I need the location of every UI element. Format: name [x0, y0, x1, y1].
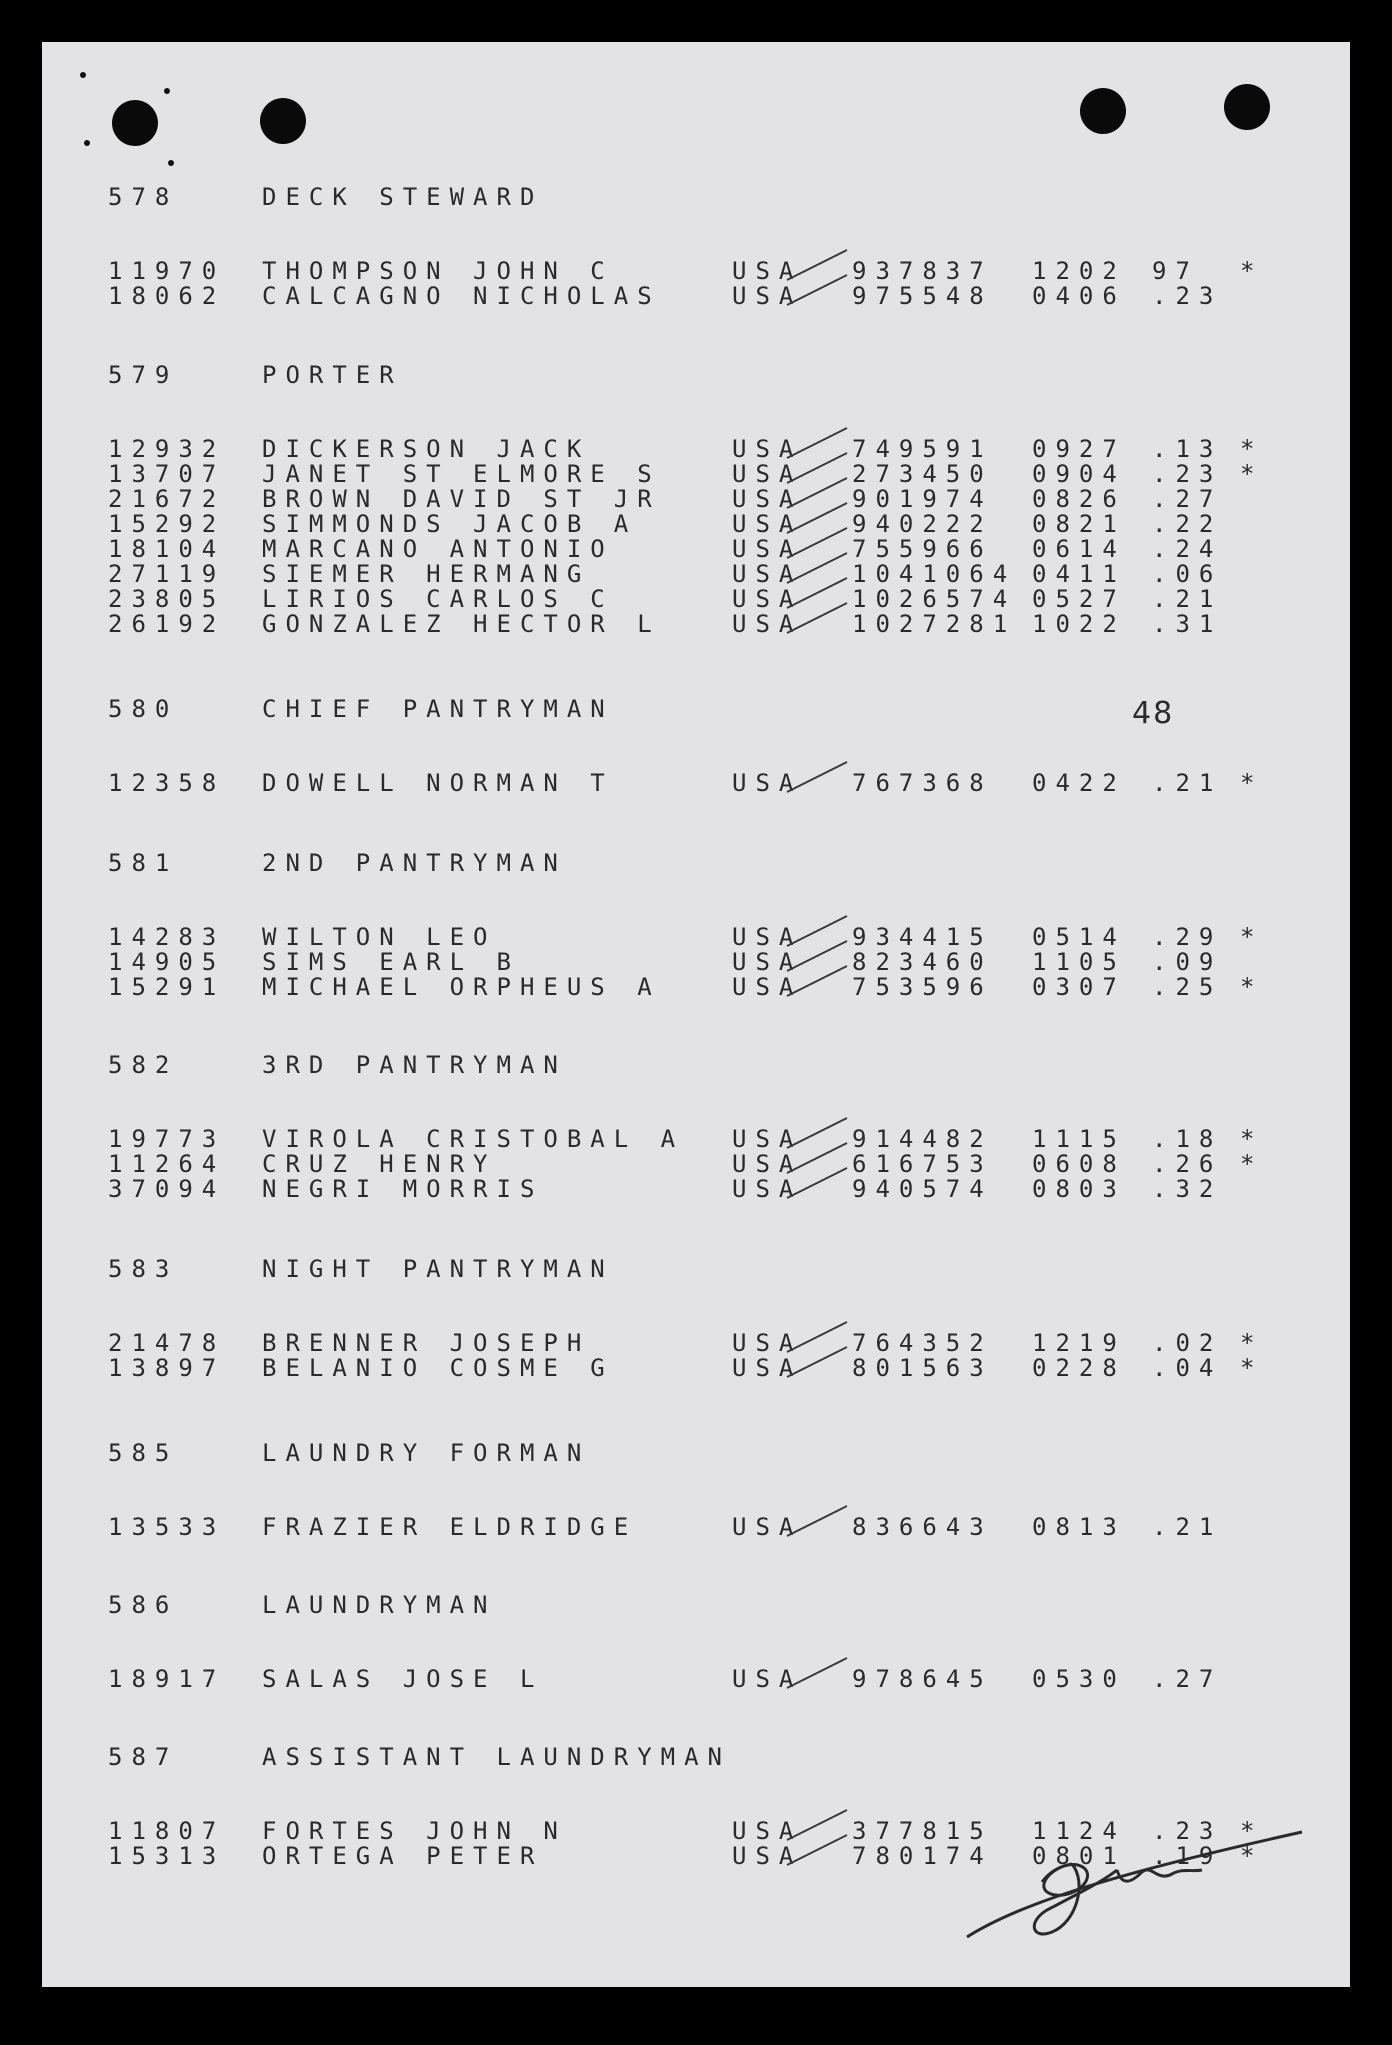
crew-id: 37094	[108, 1175, 226, 1203]
citizenship: USA	[732, 585, 803, 613]
date-code: 0608	[1032, 1150, 1126, 1178]
crew-name: BELANIO COSME G	[262, 1354, 614, 1382]
section-title: 3RD PANTRYMAN	[262, 1051, 567, 1079]
date-code: 0527	[1032, 585, 1126, 613]
citizenship: USA	[732, 510, 803, 538]
crew-name: JANET ST ELMORE S	[262, 460, 661, 488]
date-code: 0821	[1032, 510, 1126, 538]
date-code: 0411	[1032, 560, 1126, 588]
crew-name: MARCANO ANTONIO	[262, 535, 614, 563]
rate-code: .02	[1152, 1329, 1223, 1357]
crew-name: CALCAGNO NICHOLAS	[262, 282, 661, 310]
crew-name: VIROLA CRISTOBAL A	[262, 1125, 685, 1153]
citizenship: USA	[732, 610, 803, 638]
citizenship: USA	[732, 1329, 803, 1357]
check-mark	[787, 762, 847, 792]
citizenship: USA	[732, 282, 803, 310]
crew-name: WILTON LEO	[262, 923, 497, 951]
section-code: 580	[108, 695, 179, 723]
crew-id: 21672	[108, 485, 226, 513]
check-mark	[787, 1168, 847, 1198]
check-mark	[787, 478, 847, 508]
crew-name: CRUZ HENRY	[262, 1150, 497, 1178]
asterisk-mark: *	[1240, 973, 1264, 1001]
crew-name: NEGRI MORRIS	[262, 1175, 544, 1203]
check-mark	[787, 578, 847, 608]
document-number: 934415	[852, 923, 993, 951]
crew-name: SIMMONDS JACOB A	[262, 510, 638, 538]
check-mark	[787, 1143, 847, 1173]
citizenship: USA	[732, 1125, 803, 1153]
section-code: 581	[108, 849, 179, 877]
citizenship: USA	[732, 948, 803, 976]
section-code: 586	[108, 1591, 179, 1619]
document-number: 978645	[852, 1665, 993, 1693]
crew-name: BRENNER JOSEPH	[262, 1329, 591, 1357]
section-title: CHIEF PANTRYMAN	[262, 695, 614, 723]
check-mark	[787, 503, 847, 533]
section-title: PORTER	[262, 361, 403, 389]
crew-id: 13707	[108, 460, 226, 488]
check-mark	[787, 250, 847, 280]
rate-code: .26	[1152, 1150, 1223, 1178]
document-number: 273450	[852, 460, 993, 488]
document-number: 975548	[852, 282, 993, 310]
date-code: 0927	[1032, 435, 1126, 463]
check-mark	[787, 1118, 847, 1148]
citizenship: USA	[732, 1513, 803, 1541]
rate-code: .25	[1152, 973, 1223, 1001]
asterisk-mark: *	[1240, 1817, 1264, 1845]
date-code: 0614	[1032, 535, 1126, 563]
check-mark	[787, 1347, 847, 1377]
crew-id: 21478	[108, 1329, 226, 1357]
check-mark	[787, 916, 847, 946]
rate-code: .18	[1152, 1125, 1223, 1153]
section-code: 583	[108, 1255, 179, 1283]
rate-code: .21	[1152, 769, 1223, 797]
crew-id: 23805	[108, 585, 226, 613]
date-code: 0514	[1032, 923, 1126, 951]
date-code: 0530	[1032, 1665, 1126, 1693]
crew-id: 11807	[108, 1817, 226, 1845]
document-number: 937837	[852, 257, 993, 285]
rate-code: .23	[1152, 460, 1223, 488]
crew-id: 14905	[108, 948, 226, 976]
check-mark	[787, 1835, 847, 1865]
document-number: 901974	[852, 485, 993, 513]
rate-code: .04	[1152, 1354, 1223, 1382]
document-number: 764352	[852, 1329, 993, 1357]
rate-code: .06	[1152, 560, 1223, 588]
check-mark	[787, 1658, 847, 1688]
asterisk-mark: *	[1240, 1150, 1264, 1178]
crew-id: 26192	[108, 610, 226, 638]
document-number: 1026574	[852, 585, 1017, 613]
citizenship: USA	[732, 535, 803, 563]
check-mark	[787, 966, 847, 996]
document-number: 801563	[852, 1354, 993, 1382]
crew-name: DOWELL NORMAN T	[262, 769, 614, 797]
crew-id: 12358	[108, 769, 226, 797]
crew-id: 15291	[108, 973, 226, 1001]
crew-id: 15292	[108, 510, 226, 538]
crew-id: 11264	[108, 1150, 226, 1178]
crew-id: 18917	[108, 1665, 226, 1693]
crew-name: SALAS JOSE L	[262, 1665, 544, 1693]
check-mark	[787, 941, 847, 971]
asterisk-mark: *	[1240, 460, 1264, 488]
document-number: 780174	[852, 1842, 993, 1870]
date-code: 0406	[1032, 282, 1126, 310]
check-mark	[787, 528, 847, 558]
asterisk-mark: *	[1240, 923, 1264, 951]
date-code: 0904	[1032, 460, 1126, 488]
asterisk-mark: *	[1240, 1354, 1264, 1382]
check-mark	[787, 1810, 847, 1840]
rate-code: .31	[1152, 610, 1223, 638]
citizenship: USA	[732, 485, 803, 513]
date-code: 1022	[1032, 610, 1126, 638]
citizenship: USA	[732, 769, 803, 797]
document-number: 377815	[852, 1817, 993, 1845]
check-mark	[787, 453, 847, 483]
document-number: 940574	[852, 1175, 993, 1203]
document-number: 753596	[852, 973, 993, 1001]
section-title: DECK STEWARD	[262, 183, 544, 211]
crew-id: 15313	[108, 1842, 226, 1870]
crew-name: DICKERSON JACK	[262, 435, 591, 463]
rate-code: .24	[1152, 535, 1223, 563]
document-number: 836643	[852, 1513, 993, 1541]
asterisk-mark: *	[1240, 257, 1264, 285]
crew-id: 12932	[108, 435, 226, 463]
crew-name: SIEMER HERMANG	[262, 560, 591, 588]
document-number: 1041064	[852, 560, 1017, 588]
check-mark	[787, 275, 847, 305]
crew-name: SIMS EARL B	[262, 948, 520, 976]
crew-name: FRAZIER ELDRIDGE	[262, 1513, 638, 1541]
crew-name: MICHAEL ORPHEUS A	[262, 973, 661, 1001]
crew-id: 13897	[108, 1354, 226, 1382]
section-title: LAUNDRYMAN	[262, 1591, 497, 1619]
crew-id: 14283	[108, 923, 226, 951]
citizenship: USA	[732, 923, 803, 951]
citizenship: USA	[732, 1354, 803, 1382]
date-code: 0826	[1032, 485, 1126, 513]
rate-code: .23	[1152, 282, 1223, 310]
document-number: 940222	[852, 510, 993, 538]
section-title: 2ND PANTRYMAN	[262, 849, 567, 877]
citizenship: USA	[732, 1665, 803, 1693]
citizenship: USA	[732, 1175, 803, 1203]
section-code: 579	[108, 361, 179, 389]
crew-id: 18062	[108, 282, 226, 310]
check-mark	[787, 1506, 847, 1536]
page-number: 48	[1132, 696, 1175, 731]
date-code: 1202	[1032, 257, 1126, 285]
section-title: NIGHT PANTRYMAN	[262, 1255, 614, 1283]
section-title: ASSISTANT LAUNDRYMAN	[262, 1743, 731, 1771]
rate-code: .13	[1152, 435, 1223, 463]
date-code: 0813	[1032, 1513, 1126, 1541]
crew-name: LIRIOS CARLOS C	[262, 585, 614, 613]
date-code: 0803	[1032, 1175, 1126, 1203]
document-page	[42, 42, 1350, 1987]
section-code: 585	[108, 1439, 179, 1467]
citizenship: USA	[732, 1842, 803, 1870]
date-code: 1115	[1032, 1125, 1126, 1153]
citizenship: USA	[732, 1150, 803, 1178]
citizenship: USA	[732, 257, 803, 285]
section-code: 582	[108, 1051, 179, 1079]
citizenship: USA	[732, 973, 803, 1001]
date-code: 0801	[1032, 1842, 1126, 1870]
check-mark	[787, 603, 847, 633]
document-number: 616753	[852, 1150, 993, 1178]
crew-name: GONZALEZ HECTOR L	[262, 610, 661, 638]
date-code: 1219	[1032, 1329, 1126, 1357]
section-title: LAUNDRY FORMAN	[262, 1439, 591, 1467]
rate-code: .21	[1152, 1513, 1223, 1541]
crew-name: THOMPSON JOHN C	[262, 257, 614, 285]
check-marks	[42, 42, 1350, 1987]
date-code: 0228	[1032, 1354, 1126, 1382]
asterisk-mark: *	[1240, 1329, 1264, 1357]
crew-id: 27119	[108, 560, 226, 588]
document-number: 749591	[852, 435, 993, 463]
check-mark	[787, 553, 847, 583]
date-code: 1105	[1032, 948, 1126, 976]
section-code: 578	[108, 183, 179, 211]
date-code: 1124	[1032, 1817, 1126, 1845]
rate-code: .27	[1152, 1665, 1223, 1693]
asterisk-mark: *	[1240, 1125, 1264, 1153]
section-code: 587	[108, 1743, 179, 1771]
rate-code: .27	[1152, 485, 1223, 513]
citizenship: USA	[732, 460, 803, 488]
crew-name: FORTES JOHN N	[262, 1817, 567, 1845]
asterisk-mark: *	[1240, 1842, 1264, 1870]
crew-id: 18104	[108, 535, 226, 563]
rate-code: 97	[1152, 257, 1199, 285]
crew-id: 19773	[108, 1125, 226, 1153]
asterisk-mark: *	[1240, 435, 1264, 463]
citizenship: USA	[732, 1817, 803, 1845]
date-code: 0307	[1032, 973, 1126, 1001]
crew-name: BROWN DAVID ST JR	[262, 485, 661, 513]
date-code: 0422	[1032, 769, 1126, 797]
document-number: 767368	[852, 769, 993, 797]
rate-code: .29	[1152, 923, 1223, 951]
document-number: 755966	[852, 535, 993, 563]
rate-code: .19	[1152, 1842, 1223, 1870]
rate-code: .09	[1152, 948, 1223, 976]
document-number: 914482	[852, 1125, 993, 1153]
crew-id: 11970	[108, 257, 226, 285]
rate-code: .22	[1152, 510, 1223, 538]
check-mark	[787, 1322, 847, 1352]
rate-code: .32	[1152, 1175, 1223, 1203]
document-number: 1027281	[852, 610, 1017, 638]
citizenship: USA	[732, 435, 803, 463]
asterisk-mark: *	[1240, 769, 1264, 797]
rate-code: .23	[1152, 1817, 1223, 1845]
crew-id: 13533	[108, 1513, 226, 1541]
citizenship: USA	[732, 560, 803, 588]
check-mark	[787, 428, 847, 458]
document-number: 823460	[852, 948, 993, 976]
rate-code: .21	[1152, 585, 1223, 613]
signature	[967, 1832, 1302, 1937]
crew-name: ORTEGA PETER	[262, 1842, 544, 1870]
